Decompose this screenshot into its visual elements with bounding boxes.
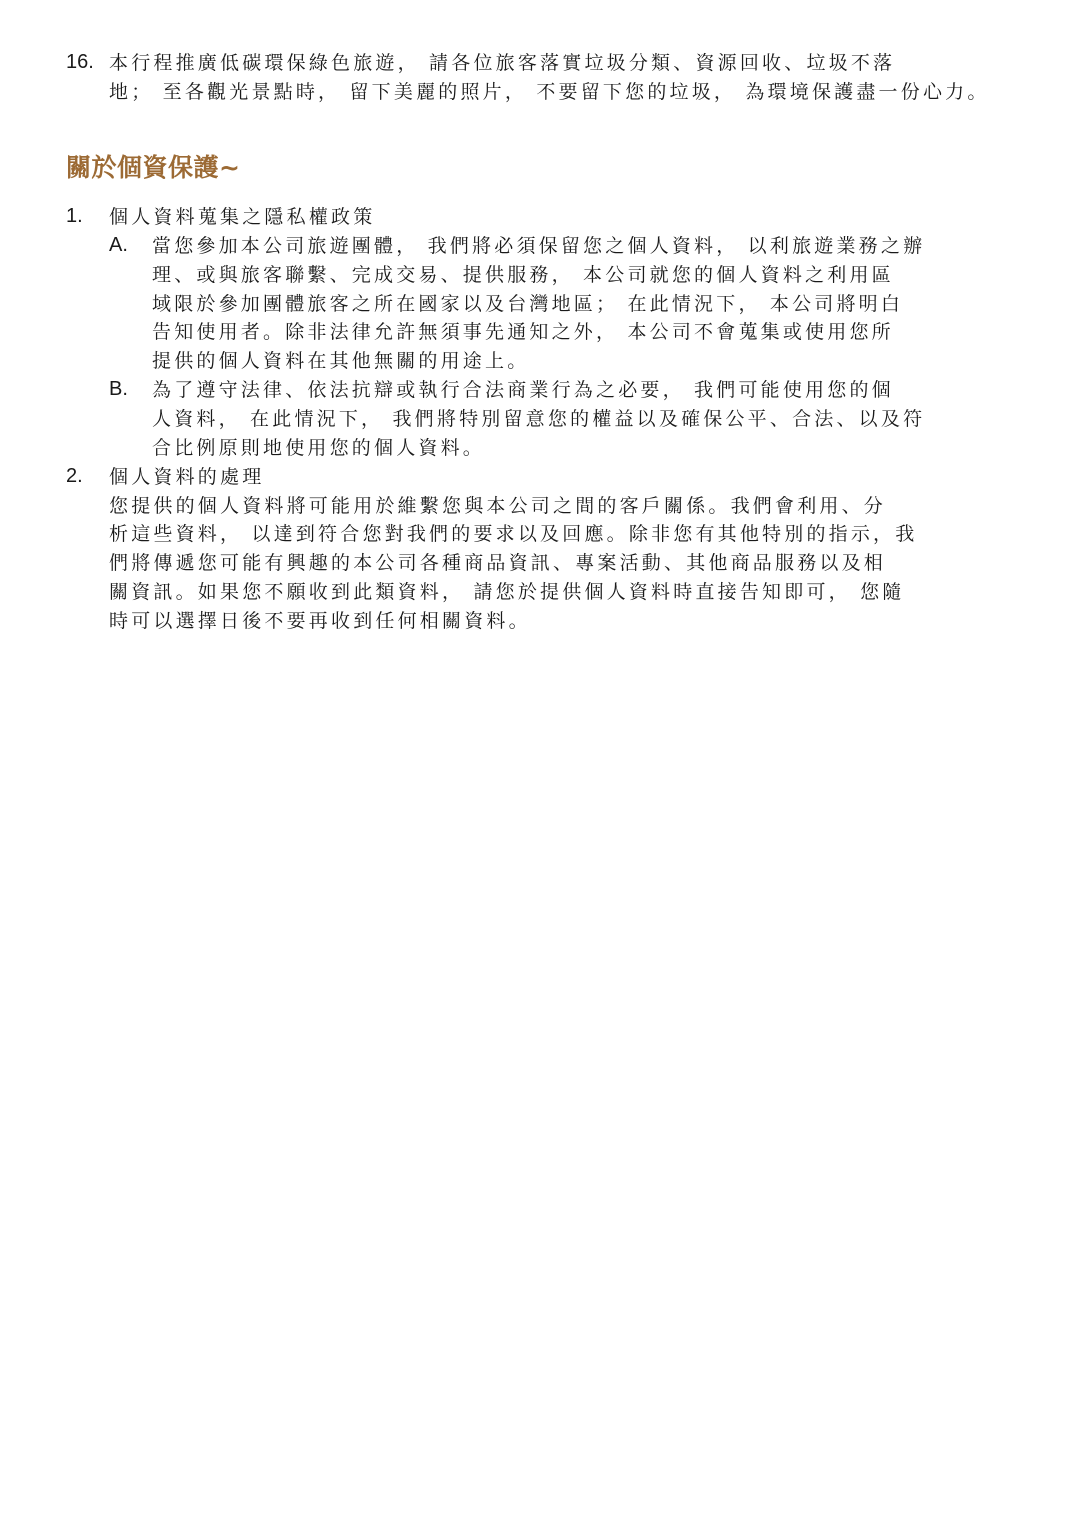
item-16-line-1: 本行程推廣低碳環保綠色旅遊， 請各位旅客落實垃圾分類、資源回收、垃圾不落 <box>109 52 896 74</box>
item-a-line-3: 域限於參加團體旅客之所在國家以及台灣地區； 在此情況下， 本公司將明白 <box>152 293 904 315</box>
section-2-line-3: 們將傳遞您可能有興趣的本公司各種商品資訊、專案活動、其他商品服務以及相 <box>109 552 887 574</box>
section-1-number: 1. <box>66 205 83 227</box>
item-b-marker: B. <box>109 378 128 400</box>
item-a-line-5: 提供的個人資料在其他無關的用途上。 <box>152 350 530 372</box>
item-16-line-2: 地； 至各觀光景點時， 留下美麗的照片， 不要留下您的垃圾， 為環境保護盡一份心力。 <box>109 81 990 103</box>
item-b-line-2: 人資料， 在此情況下， 我們將特別留意您的權益以及確保公平、合法、以及符 <box>152 408 926 430</box>
item-b-line-3: 合比例原則地使用您的個人資料。 <box>152 437 486 459</box>
item-a-line-2: 理、或與旅客聯繫、完成交易、提供服務， 本公司就您的個人資料之利用區 <box>152 264 894 286</box>
item-a-line-1: 當您參加本公司旅遊團體， 我們將必須保留您之個人資料， 以利旅遊業務之辦 <box>152 235 926 257</box>
item-16-number: 16. <box>66 51 94 73</box>
item-a-marker: A. <box>109 234 128 256</box>
section-1-title: 個人資料蒐集之隱私權政策 <box>109 206 376 228</box>
item-a-line-4: 告知使用者。除非法律允許無須事先通知之外， 本公司不會蒐集或使用您所 <box>152 321 894 343</box>
section-2-line-2: 析這些資料， 以達到符合您對我們的要求以及回應。除非您有其他特別的指示，我 <box>109 523 918 545</box>
section-2-title: 個人資料的處理 <box>109 466 265 488</box>
section-2-line-4: 關資訊。如果您不願收到此類資料， 請您於提供個人資料時直接告知即可， 您隨 <box>109 581 905 603</box>
section-2-line-1: 您提供的個人資料將可能用於維繫您與本公司之間的客戶關係。我們會利用、分 <box>109 495 887 517</box>
privacy-heading: 關於個資保護~ <box>66 153 241 182</box>
section-2-number: 2. <box>66 465 83 487</box>
section-2-line-5: 時可以選擇日後不要再收到任何相關資料。 <box>109 610 531 632</box>
item-b-line-1: 為了遵守法律、依法抗辯或執行合法商業行為之必要， 我們可能使用您的個 <box>152 379 894 401</box>
